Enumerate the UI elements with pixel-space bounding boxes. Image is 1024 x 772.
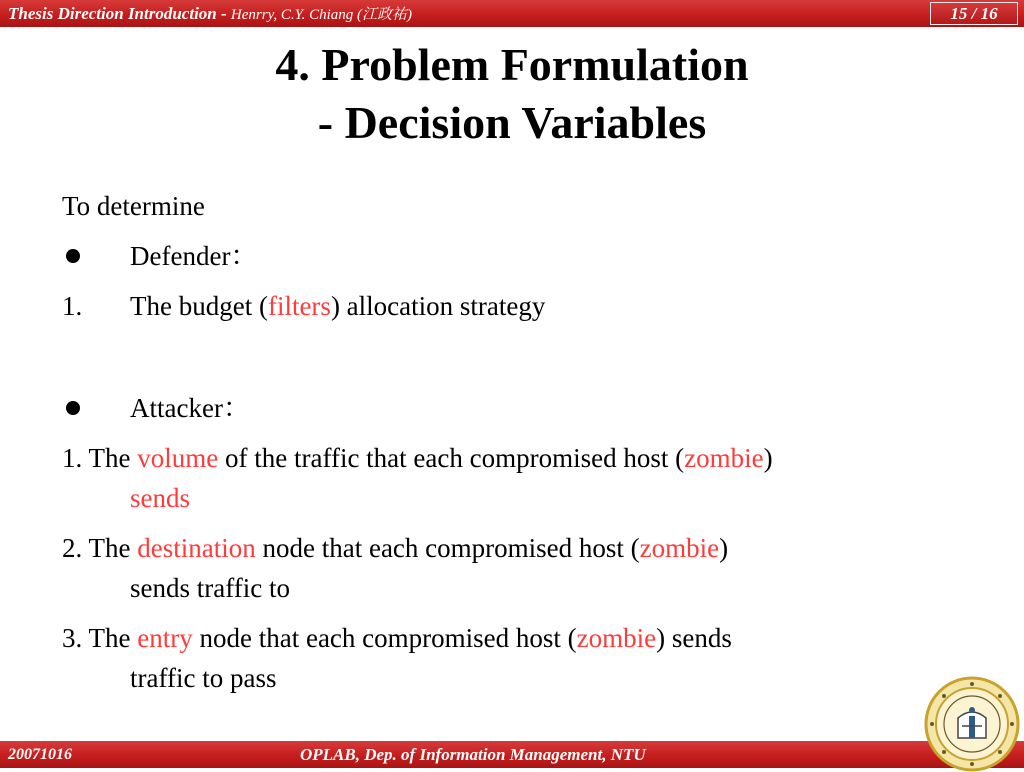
attacker-item2-c: ): [719, 533, 729, 563]
slide-title: [0, 36, 1024, 152]
attacker-item3-c: ) sends: [656, 623, 732, 653]
attacker-item-3: [62, 618, 982, 698]
defender-item-text-a: The budget (: [130, 291, 268, 321]
attacker-item1-b: of the traffic that each compromised host (: [218, 443, 685, 473]
attacker-item1-highlight-sends: sends: [130, 483, 190, 513]
ntu-seal-logo: [924, 676, 1020, 772]
defender-item-highlight: filters: [267, 291, 331, 321]
header-title: [8, 3, 412, 24]
defender-item-1: [62, 286, 982, 326]
footer-date: 20071016: [8, 746, 72, 763]
attacker-item1-highlight-volume: volume: [137, 443, 219, 473]
attacker-item-2: [62, 528, 982, 608]
slide-content: [62, 186, 982, 698]
page-indicator: 15 / 16: [930, 2, 1018, 25]
attacker-item1-a: 1. The: [62, 443, 138, 473]
defender-item-number: 1.: [62, 291, 83, 321]
attacker-item2-highlight-zombie: zombie: [639, 533, 720, 563]
attacker-item1-highlight-zombie: zombie: [684, 443, 764, 473]
attacker-item2-a: 2. The: [62, 533, 138, 563]
slide-title-line1: 4. Problem Formulation: [275, 39, 749, 90]
intro-line: To determine: [62, 191, 205, 221]
footer-bar: [0, 741, 1024, 768]
attacker-item-1: [62, 438, 982, 518]
header-title-text: Thesis Direction Introduction -: [8, 4, 231, 23]
footer-org: OPLAB, Dep. of Information Management, NTU: [300, 745, 646, 764]
attacker-item2-d: sends traffic to: [130, 573, 290, 603]
header-author: Henrry, C.Y. Chiang (江政祐): [230, 7, 413, 23]
defender-heading: [62, 236, 982, 276]
attacker-label: Attacker：: [130, 393, 250, 423]
attacker-item3-a: 3. The: [62, 623, 138, 653]
header-bar: [0, 0, 1024, 27]
attacker-item2-b: node that each compromised host (: [255, 533, 640, 563]
attacker-item2-highlight-destination: destination: [137, 533, 256, 563]
attacker-item1-c: ): [763, 443, 773, 473]
slide-title-line2: - Decision Variables: [317, 97, 707, 148]
attacker-item3-b: node that each compromised host (: [192, 623, 577, 653]
defender-label: Defender：: [130, 241, 258, 271]
attacker-heading: [62, 388, 982, 428]
bullet-dot-icon: [66, 249, 80, 263]
attacker-item3-highlight-zombie: zombie: [576, 623, 657, 653]
attacker-item3-d: traffic to pass: [130, 663, 277, 693]
bullet-dot-icon: [66, 401, 80, 415]
defender-item-text-b: ) allocation strategy: [330, 291, 546, 321]
attacker-item3-highlight-entry: entry: [137, 623, 193, 653]
